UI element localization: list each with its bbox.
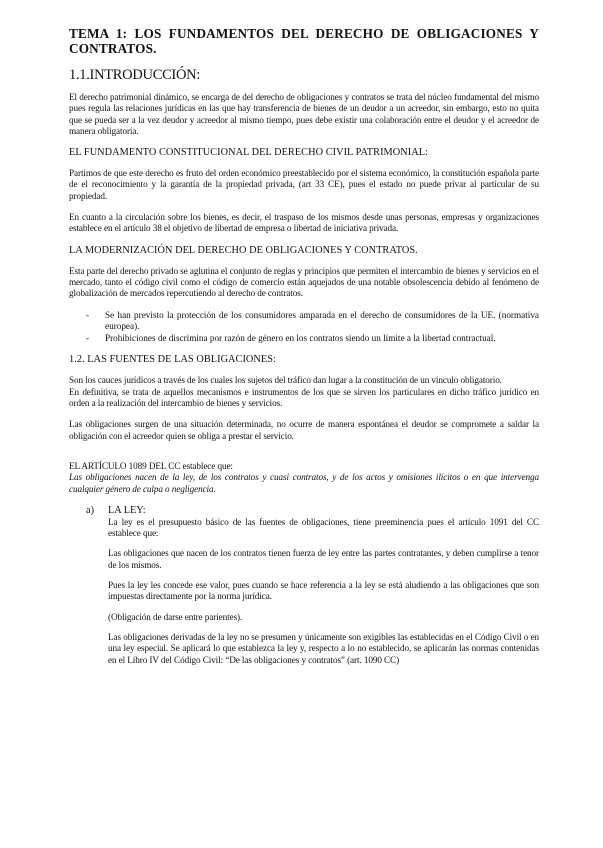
bullet-text: Prohibiciones de discrimina por razón de género en los contratos siendo un límite a la libertad contractual. (105, 333, 496, 344)
modernization-bullet-list (69, 310, 539, 345)
document-page (69, 26, 539, 675)
constitutional-paragraph-1: Partimos de que este derecho es fruto del orden económico preestablecido por el sistema económico, la constitución española parte de el reconocimiento y la garantía de la propiedad privada, (art 33 CE), pues el estado no puede privar al particular de su propiedad. (69, 168, 539, 201)
bullet-text: Se han previsto la protección de los consumidores amparada en el derecho de consumidores de la UE. (normativa europea). (105, 309, 539, 331)
item-la-ley (86, 505, 539, 666)
spacer (69, 452, 539, 461)
articulo-text: Las obligaciones nacen de la ley, de los contratos y cuasi contratos, y de los actos y omisiones ilícitos o en que intervenga cualquier género de culpa o negligencia. (69, 472, 539, 494)
articulo-intro: EL ARTÍCULO 1089 DEL CC establece que: (69, 460, 233, 471)
constitutional-paragraph-2: En cuanto a la circulación sobre los bienes, es decir, el traspaso de los mismos desde unas personas, empresas y organizaciones establece en el artículo 38 el objetivo de libertad de empresa o libertad de iniciativa privada. (69, 212, 539, 234)
modernization-paragraph: Esta parte del derecho privado se aglutina el conjunto de reglas y principios que permiten el intercambio de bienes y servicios en el mercado, tanto el código civil como el código de comercio están aquejados de una notable obsolescencia debido al fenómeno de globalización de mercados repercutiendo al derecho de contratos. (69, 265, 539, 299)
la-ley-paragraph-5: Las obligaciones derivadas de la ley no se presumen y únicamente son exigibles las establecidas en el Código Civil o en una ley especial. Se aplicará lo que establezca la ley y, respecto a lo no establecido, se aplicarán las normas contenidas en el Libro IV del Código Civil: “De las obligaciones y contratos” (art. 1090 CC) (108, 631, 539, 665)
modernization-heading: LA MODERNIZACIÓN DEL DERECHO DE OBLIGACIONES Y CONTRATOS. (69, 244, 418, 256)
item-label: LA LEY: (108, 504, 146, 516)
fuentes-heading: 1.2. LAS FUENTES DE LAS OBLIGACIONES: (69, 354, 276, 366)
item-la-ley-body (86, 517, 539, 666)
document-title: TEMA 1: LOS FUNDAMENTOS DEL DERECHO DE OBLIGACIONES Y CONTRATOS. (69, 26, 539, 56)
fuentes-paragraph-2: Las obligaciones surgen de una situación determinada, no ocurre de manera espontánea el deudor se compromete a saldar la obligación con el acreedor quien se obliga a prestar el servicio. (69, 419, 539, 441)
dash-bullet: - (86, 333, 90, 344)
fuentes-paragraph-1a: Son los cauces jurídicos a través de los cuales los sujetos del tráfico dan lugar a la constitución de un vínculo obligatorio. (69, 375, 502, 386)
la-ley-paragraph-2: Las obligaciones que nacen de los contratos tienen fuerza de ley entre las partes contratantes, y deben cumplirse a tenor de los mismos. (108, 548, 539, 570)
intro-paragraph: El derecho patrimonial dinámico, se encarga de del derecho de obligaciones y contratos se trata del núcleo fundamental del mismo pues regula las relaciones jurídicas en las que hay transferencia de bienes de un deudor a un acreedor, sin embargo, esto no quita que se pueda ser a la vez deudor y acreedor al mismo tiempo, pues debe existir una colaboración entre el deudor y el acreedor de manera obligatoria. (69, 92, 539, 136)
dash-bullet: - (86, 309, 90, 320)
list-item (86, 309, 539, 333)
fuentes-paragraph-1b: En definitiva, se trata de aquellos mecanismos e instrumentos de los que se sirven los particulares en dicho tráfico jurídico en orden a la realización del intercambio de bienes y servicios. (69, 386, 539, 409)
item-la-ley-heading (86, 505, 539, 517)
list-item (86, 333, 539, 344)
constitutional-heading: EL FUNDAMENTO CONSTITUCIONAL DEL DERECHO CIVIL PATRIMONIAL: (69, 147, 428, 159)
la-ley-paragraph-3: Pues la ley les concede ese valor, pues cuando se hace referencia a la ley se está aludiendo a las obligaciones que son impuestas directamente por la norma jurídica. (108, 580, 539, 602)
intro-heading: 1.1.INTRODUCCIÓN: (69, 67, 201, 83)
la-ley-paragraph-4: (Obligación de darse entre parientes). (108, 611, 243, 622)
item-marker: a) (86, 504, 94, 516)
la-ley-paragraph-1: La ley es el presupuesto básico de las fuentes de obligaciones, tiene preeminencia pues el artículo 1091 del CC establece que: (108, 516, 539, 539)
